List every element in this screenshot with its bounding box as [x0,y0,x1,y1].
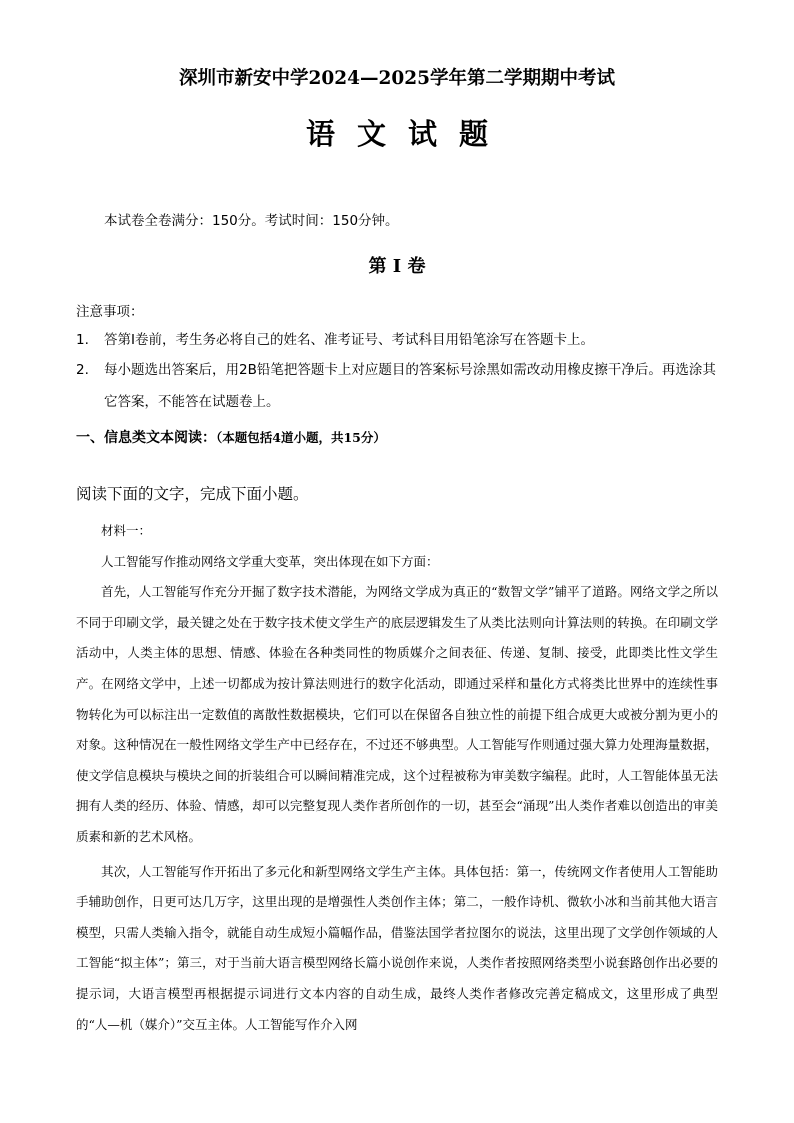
passage-paragraph-2: 其次，人工智能写作开拓出了多元化和新型网络文学生产主体。具体包括：第一，传统网文作者使用人工智能助手辅助创作，日更可达几万字，这里出现的是增强性人类创作主体；第二，一般作诗机、微软小冰和当前其他大语言模型，只需人类输入指令，就能自动生成短小篇幅作品，借鉴法国学者拉图尔的说法，这里出现了文学创作领域的人工智能“拟主体”；第三，对于当前大语言模型网络长篇小说创作来说，人类作者按照网络类型小说套路创作出必要的提示词，大语言模型再根据提示词进行文本内容的自动生成，最终人类作者修改完善定稿成文，这里形成了典型的“人—机（媒介）”交互主体。人工智能写作介入网 [76,863,718,1032]
notice-item-1 [76,324,726,356]
notice-item-2 [76,354,726,418]
reading-passage [76,516,718,1040]
section-heading [76,427,386,447]
passage-paragraph-1: 首先，人工智能写作充分开掘了数字技术潜能，为网络文学成为真正的“数智文学”铺平了道路。网络文学之所以不同于印刷文学，最关键之处在于数字技术使文学生产的底层逻辑发生了从类比法则向计算法则的转换。在印刷文学活动中，人类主体的思想、情感、体验在各种类同性的物质媒介之间表征、传递、复制、接受，此即类比性文学生产。在网络文学中，上述一切都成为按计算法则进行的数字化活动，即通过采样和量化方式将类比世界中的连续性事物转化为可以标注出一定数值的离散性数据模块，它们可以在保留各自独立性的前提下组合成更大或被分割为更小的对象。这种情况在一般性网络文学生产中已经存在，不过还不够典型。人工智能写作则通过强大算力处理海量数据，使文学信息模块与模块之间的折装组合可以瞬间精准完成，这个过程被称为审美数字编程。此时，人工智能体虽无法拥有人类的经历、体验、情感，却可以完整复现人类作者所创作的一切，甚至会“涌现”出人类作者难以创造出的审美质素和新的艺术风格。 [76,584,718,844]
section-note: （本题包括4道小题，共15分） [216,430,386,445]
notice-item-number: 2. [76,362,89,378]
passage-intro: 人工智能写作推动网络文学重大变革，突出体现在如下方面： [101,553,439,569]
material-label: 材料一： [101,523,152,538]
notice-item-text: 每小题选出答案后，用2B铅笔把答题卡上对应题目的答案标号涂黑如需改动用橡皮擦干净后。再选涂其它答案，不能答在试题卷上。 [104,362,716,410]
notice-item-number: 1. [76,332,89,348]
subject-title: 语文试题 [305,117,510,151]
exam-info: 本试卷全卷满分：150分。考试时间：150分钟。 [104,213,399,229]
section-title: 一、信息类文本阅读： [76,430,216,446]
volume-title: 第 I 卷 [368,256,426,277]
notice-item-text: 答第I卷前，考生务必将自己的姓名、准考证号、考试科目用铅笔涂写在答题卡上。 [104,332,594,348]
exam-title: 深圳市新安中学2024—2025学年第二学期期中考试 [179,68,615,89]
notice-heading: 注意事项： [76,304,144,320]
reading-instruction: 阅读下面的文字，完成下面小题。 [76,485,309,503]
